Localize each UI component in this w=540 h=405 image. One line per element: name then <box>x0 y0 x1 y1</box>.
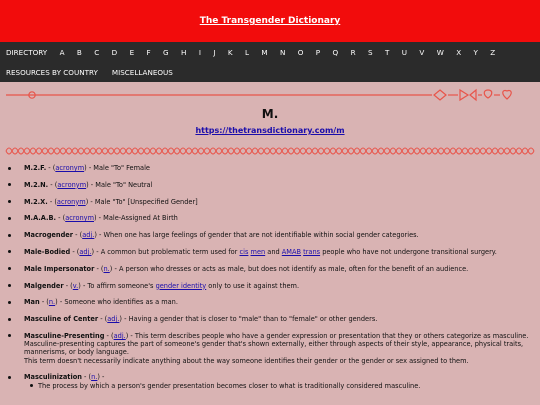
nav-item-m[interactable]: M <box>261 47 268 57</box>
term-definition: A person who dresses or acts as male, but does not identify as male, often for the benefit of an audience. <box>118 264 469 273</box>
term-name: Masculine of Center <box>24 315 99 324</box>
sub-definition: The process by which a person's gender presentation becomes closer to what is traditionally considered masculine. <box>38 382 540 390</box>
term-name: Malgender <box>24 281 64 290</box>
nav-item-k[interactable]: K <box>227 47 233 57</box>
site-title-link[interactable]: The Transgender Dictionary <box>199 16 341 26</box>
term-definition: only to use it against them. <box>206 281 300 290</box>
term-entry: M.2.F. - (acronym) - Male "To" Female <box>24 164 540 172</box>
nav-item-z[interactable]: Z <box>490 47 496 57</box>
term-entry: Male-Bodied - (adj.) - A common but problematic term used for cis men and AMAB trans people who have not undergone transitional surgery. <box>24 248 540 256</box>
term-entry: Masculinization - (n.) - The process by which a person's gender presentation becomes closer to what is traditionally considered masculine. <box>24 373 540 389</box>
term-entry: M.2.X. - (acronym) - Male "To" [Unspecified Gender] <box>24 198 540 206</box>
term-definition: A common but problematic term used for <box>100 247 240 256</box>
nav-item-w[interactable]: W <box>436 47 444 57</box>
nav-row-letters <box>0 42 540 62</box>
ornament-divider-wave <box>0 138 540 164</box>
nav-item-b[interactable]: B <box>76 47 82 57</box>
definition-link[interactable]: trans <box>303 247 321 256</box>
nav-item-c[interactable]: C <box>94 47 100 57</box>
page-url-link[interactable]: https://thetransdictionary.com/m <box>195 126 345 135</box>
part-of-speech-link[interactable]: n. <box>91 373 98 382</box>
term-name: Masculinization <box>24 373 82 382</box>
site-header <box>0 0 540 42</box>
main-nav <box>0 42 540 82</box>
nav-item-p[interactable]: P <box>315 47 321 57</box>
term-definition: When one has large feelings of gender that are not identifiable within social gender categories. <box>103 231 419 240</box>
term-name: M.2.X. <box>24 197 48 206</box>
ornament-divider-svg <box>0 82 540 108</box>
nav-item-j[interactable]: J <box>213 47 216 57</box>
term-name: M.2.F. <box>24 164 47 172</box>
term-name: Man <box>24 298 40 307</box>
term-definition: This term describes people who have a gender expression or presentation that they or others categorize as masculine. <box>134 331 529 340</box>
nav-item-u[interactable]: U <box>401 47 407 57</box>
sub-list <box>24 382 540 390</box>
term-definition: Male "To" [Unspecified Gender] <box>94 197 198 206</box>
term-name: Macrogender <box>24 231 74 240</box>
term-list <box>0 164 540 390</box>
part-of-speech-link[interactable]: adj. <box>82 231 95 240</box>
nav-item-h[interactable]: H <box>181 47 187 57</box>
part-of-speech-link[interactable]: v. <box>72 281 79 290</box>
nav-item-n[interactable]: N <box>279 47 286 57</box>
term-entry: Masculine-Presenting - (adj.) - This term describes people who have a gender expression or presentation that they or others categorize as masculine. Masculine-presenting captures the part of someone's gender that's shown externally, either through aspects of their style, appearance, physical traits, mannerisms, or body language. This term doesn't necessarily indicate anything about the way someone identifies their gender or the gender or sex assigned to them. <box>24 332 540 365</box>
nav-item-resources-by-country[interactable]: RESOURCES BY COUNTRY <box>6 67 98 77</box>
term-definition: Someone who identifies as a man. <box>64 298 178 307</box>
nav-item-a[interactable]: A <box>59 47 65 57</box>
part-of-speech-link[interactable]: adj. <box>113 331 126 340</box>
term-definition: Male-Assigned At Birth <box>103 214 178 223</box>
definition-link[interactable]: gender identity <box>155 281 207 290</box>
nav-item-t[interactable]: T <box>384 47 390 57</box>
nav-item-x[interactable]: X <box>456 47 462 57</box>
term-entry: Male Impersonator - (n.) - A person who dresses or acts as male, but does not identify as male, often for the benefit of an audience. <box>24 265 540 273</box>
term-entry: Macrogender - (adj.) - When one has large feelings of gender that are not identifiable within social gender categories. <box>24 231 540 239</box>
term-entry: Man - (n.) - Someone who identifies as a man. <box>24 298 540 306</box>
term-definition: Male "To" Neutral <box>95 180 153 189</box>
definition-link[interactable]: men <box>250 247 266 256</box>
part-of-speech-link[interactable]: acronym <box>55 164 85 172</box>
term-entry: Masculine of Center - (adj.) - Having a gender that is closer to "male" than to "female" or other genders. <box>24 315 540 323</box>
nav-item-g[interactable]: G <box>163 47 169 57</box>
term-definition: Having a gender that is closer to "male" than to "female" or other genders. <box>128 315 378 324</box>
term-definition-extra: Masculine-presenting captures the part of someone's gender that's shown externally, either through aspects of their style, appearance, physical traits, mannerisms, or body language. <box>24 340 524 357</box>
term-entry: Malgender - (v.) - To affirm someone's gender identity only to use it against them. <box>24 282 540 290</box>
part-of-speech-link[interactable]: acronym <box>65 214 94 223</box>
term-name: Male-Bodied <box>24 247 71 256</box>
page-heading: M. <box>261 107 279 121</box>
part-of-speech-link[interactable]: adj. <box>107 315 120 324</box>
nav-item-miscellaneous[interactable]: MISCELLANEOUS <box>111 67 173 77</box>
term-name: M.2.N. <box>24 180 49 189</box>
term-definition-extra: This term doesn't necessarily indicate anything about the way someone identifies their gender or the gender or sex assigned to them. <box>24 356 469 365</box>
term-name: Male Impersonator <box>24 264 95 273</box>
term-definition: people who have not undergone transitional surgery. <box>320 247 497 256</box>
nav-item-e[interactable]: E <box>129 47 135 57</box>
nav-item-v[interactable]: V <box>419 47 425 57</box>
nav-item-r[interactable]: R <box>350 47 356 57</box>
part-of-speech-link[interactable]: n. <box>103 264 110 273</box>
term-entry: M.A.A.B. - (acronym) - Male-Assigned At Birth <box>24 214 540 222</box>
nav-item-d[interactable]: D <box>111 47 118 57</box>
definition-link[interactable]: cis <box>239 247 249 256</box>
nav-row-sections <box>0 62 540 82</box>
nav-item-o[interactable]: O <box>297 47 304 57</box>
wave-ornament-svg <box>0 138 540 164</box>
nav-item-f[interactable]: F <box>146 47 151 57</box>
term-name: Masculine-Presenting <box>24 331 105 340</box>
part-of-speech-link[interactable]: acronym <box>56 197 86 206</box>
term-name: M.A.A.B. <box>24 214 57 223</box>
term-entry: M.2.N. - (acronym) - Male "To" Neutral <box>24 181 540 189</box>
nav-item-directory[interactable]: DIRECTORY <box>6 47 48 57</box>
term-definition: and <box>265 247 282 256</box>
nav-item-q[interactable]: Q <box>332 47 339 57</box>
nav-item-s[interactable]: S <box>367 47 373 57</box>
nav-item-l[interactable]: L <box>244 47 249 57</box>
nav-item-i[interactable]: I <box>198 47 201 57</box>
part-of-speech-link[interactable]: n. <box>48 298 56 307</box>
nav-item-y[interactable]: Y <box>473 47 478 57</box>
ornament-divider-top <box>0 82 540 108</box>
term-definition: Male "To" Female <box>93 164 150 172</box>
definition-link[interactable]: AMAB <box>281 247 302 256</box>
term-definition: To affirm someone's <box>87 281 156 290</box>
page-url-row <box>0 124 540 138</box>
part-of-speech-link[interactable]: adj. <box>79 247 92 256</box>
part-of-speech-link[interactable]: acronym <box>57 180 87 189</box>
